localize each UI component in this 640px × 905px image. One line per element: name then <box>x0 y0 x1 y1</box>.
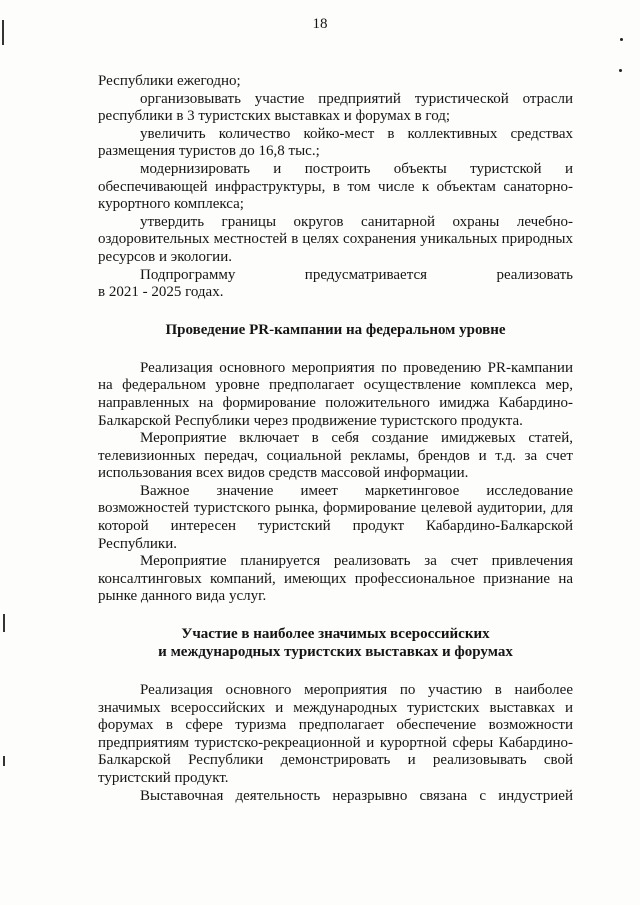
page-number: 18 <box>312 16 328 32</box>
scan-dot-top-right <box>620 38 623 41</box>
heading-line: и международных туристских выставках и форумах <box>158 644 513 661</box>
paragraph: Мероприятие включает в себя создание имиджевых статей, телевизионных передач, социальной рекламы, брендов и т.д. за счет использования всех видов средств массовой информации. <box>98 430 573 482</box>
scan-edge-mark-top <box>2 20 4 45</box>
pr-section <box>98 360 573 606</box>
heading-line: Участие в наиболее значимых всероссийских <box>181 626 490 643</box>
paragraph: Реализация основного мероприятия по участию в наиболее значимых всероссийских и международных туристских выставках и форумах в сфере туризма предполагает обеспечение возможности предприятиям туристско-рекреационной и курортной сферы Кабардино-Балкарской Республики демонстрировать и реализовывать свой туристский продукт. <box>98 682 573 786</box>
paragraph: Выставочная деятельность неразрывно связана с индустрией <box>140 787 573 804</box>
exhibitions-section <box>98 682 573 805</box>
section-heading-exhibitions <box>98 625 573 661</box>
document-body <box>98 73 573 805</box>
scan-dot-right <box>619 69 622 72</box>
intro-section <box>98 73 573 302</box>
paragraph: утвердить границы округов санитарной охраны лечебно-оздоровительных местностей в целях сохранения уникальных природных ресурсов и экологии. <box>98 213 573 265</box>
paragraph: Важное значение имеет маркетинговое исследование возможностей туристского рынка, формирование целевой аудитории, для которой интересен туристский продукт Кабардино-Балкарской Республики. <box>98 482 573 552</box>
scan-edge-mark-low <box>3 756 5 766</box>
paragraph: в 2021 - 2025 годах. <box>98 284 224 301</box>
paragraph: Мероприятие планируется реализовать за счет привлечения консалтинговых компаний, имеющих профессиональное признание на рынке данного вида услуг. <box>98 553 573 605</box>
section-heading-pr-campaign: Проведение PR-кампании на федеральном уровне <box>165 321 506 338</box>
paragraph: Реализация основного мероприятия по проведению PR-кампании на федеральном уровне предполагает осуществление комплекса мер, направленных на формирование положительного имиджа Кабардино-Балкарской Республики через продвижение туристского продукта. <box>98 359 573 429</box>
paragraph: Республики ежегодно; <box>98 73 241 89</box>
paragraph: модернизировать и построить объекты туристской и обеспечивающей инфраструктуры, в том числе к объектам санаторно-курортного комплекса; <box>98 160 573 213</box>
paragraph: Подпрограмму предусматривается реализовать <box>140 266 573 283</box>
paragraph: организовывать участие предприятий туристической отрасли республики в 3 туристских выставках и форумах в год; <box>98 90 573 125</box>
scan-edge-mark-mid <box>3 614 5 632</box>
paragraph: увеличить количество койко-мест в коллективных средствах размещения туристов до 16,8 тыс.; <box>98 125 573 160</box>
